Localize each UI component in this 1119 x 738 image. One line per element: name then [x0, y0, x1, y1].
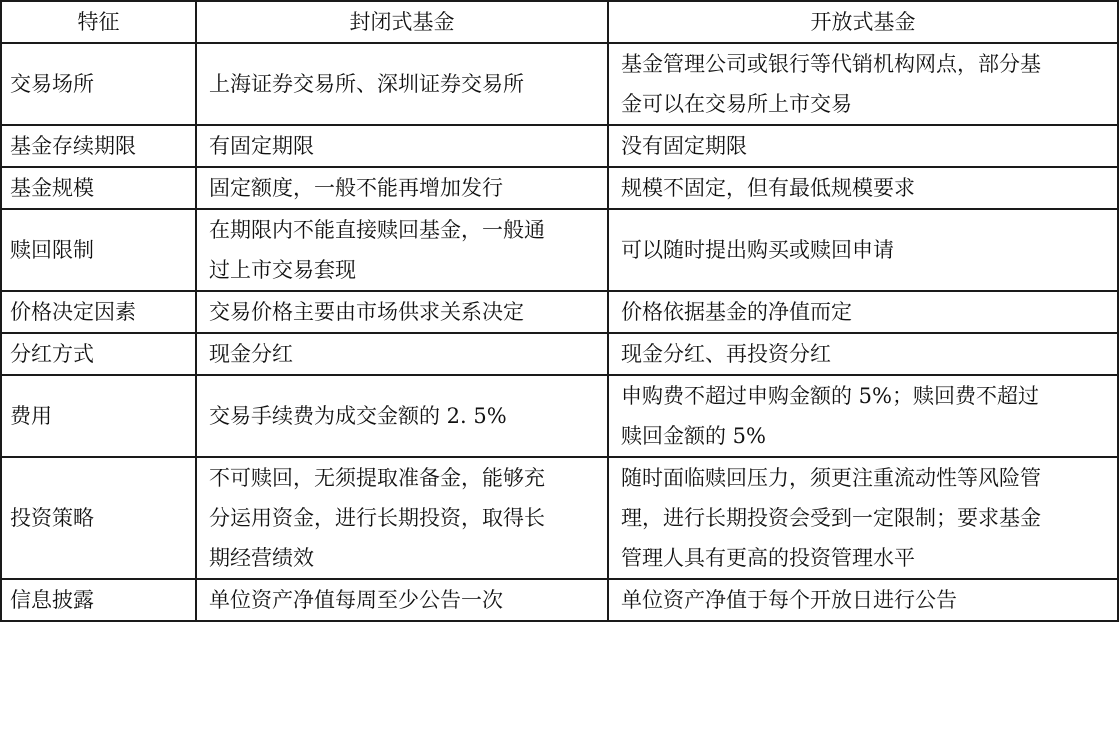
closed-end-fund-cell [196, 167, 608, 209]
feature-cell: 基金规模 [1, 167, 196, 209]
table-row [1, 457, 1118, 579]
cell-text-line: 赎回金额的 5% [621, 424, 766, 448]
closed-end-fund-cell [196, 579, 608, 621]
cell-text-line: 现金分红 [209, 342, 293, 366]
feature-cell: 价格决定因素 [1, 291, 196, 333]
table-row [1, 375, 1118, 457]
table-row [1, 579, 1118, 621]
table-body [1, 43, 1118, 621]
cell-text-line: 不可赎回，无须提取准备金，能够充 [209, 466, 545, 490]
open-end-fund-cell [608, 291, 1118, 333]
cell-text-line: 有固定期限 [209, 134, 314, 158]
cell-text-line: 随时面临赎回压力，须更注重流动性等风险管 [621, 466, 1041, 490]
header-closed-end-fund: 封闭式基金 [196, 1, 608, 43]
open-end-fund-cell [608, 375, 1118, 457]
cell-text-line: 过上市交易套现 [209, 258, 356, 282]
closed-end-fund-cell [196, 375, 608, 457]
header-open-end-fund: 开放式基金 [608, 1, 1118, 43]
closed-end-fund-cell [196, 125, 608, 167]
feature-cell: 交易场所 [1, 43, 196, 125]
header-feature: 特征 [1, 1, 196, 43]
feature-cell: 投资策略 [1, 457, 196, 579]
table-header-row [1, 1, 1118, 43]
cell-text-line: 固定额度，一般不能再增加发行 [209, 176, 503, 200]
table-row [1, 291, 1118, 333]
feature-cell: 基金存续期限 [1, 125, 196, 167]
cell-text-line: 金可以在交易所上市交易 [621, 92, 852, 116]
feature-cell: 信息披露 [1, 579, 196, 621]
table-row [1, 209, 1118, 291]
closed-end-fund-cell [196, 43, 608, 125]
cell-text-line: 现金分红、再投资分红 [621, 342, 831, 366]
open-end-fund-cell [608, 457, 1118, 579]
cell-text-line: 在期限内不能直接赎回基金，一般通 [209, 218, 545, 242]
cell-text-line: 分运用资金，进行长期投资，取得长 [209, 506, 545, 530]
cell-text-line: 单位资产净值每周至少公告一次 [209, 588, 503, 612]
cell-text-line: 单位资产净值于每个开放日进行公告 [621, 588, 957, 612]
feature-cell: 分红方式 [1, 333, 196, 375]
cell-text-line: 价格依据基金的净值而定 [621, 300, 852, 324]
cell-text-line: 交易价格主要由市场供求关系决定 [209, 300, 524, 324]
table-row [1, 333, 1118, 375]
cell-text-line: 期经营绩效 [209, 546, 314, 570]
cell-text-line: 规模不固定，但有最低规模要求 [621, 176, 915, 200]
cell-text-line: 上海证券交易所、深圳证券交易所 [209, 72, 524, 96]
cell-text-line: 基金管理公司或银行等代销机构网点，部分基 [621, 52, 1041, 76]
open-end-fund-cell [608, 209, 1118, 291]
closed-end-fund-cell [196, 209, 608, 291]
cell-text-line: 理，进行长期投资会受到一定限制；要求基金 [621, 506, 1041, 530]
open-end-fund-cell [608, 43, 1118, 125]
table-row [1, 167, 1118, 209]
cell-text-line: 申购费不超过申购金额的 5%；赎回费不超过 [621, 384, 1039, 408]
cell-text-line: 交易手续费为成交金额的 2. 5% [209, 404, 507, 428]
closed-end-fund-cell [196, 291, 608, 333]
open-end-fund-cell [608, 125, 1118, 167]
cell-text-line: 管理人具有更高的投资管理水平 [621, 546, 915, 570]
cell-text-line: 可以随时提出购买或赎回申请 [621, 238, 894, 262]
closed-end-fund-cell [196, 457, 608, 579]
feature-cell: 赎回限制 [1, 209, 196, 291]
cell-text-line: 没有固定期限 [621, 134, 747, 158]
open-end-fund-cell [608, 579, 1118, 621]
table-row [1, 125, 1118, 167]
table-row [1, 43, 1118, 125]
open-end-fund-cell [608, 167, 1118, 209]
feature-cell: 费用 [1, 375, 196, 457]
closed-end-fund-cell [196, 333, 608, 375]
open-end-fund-cell [608, 333, 1118, 375]
